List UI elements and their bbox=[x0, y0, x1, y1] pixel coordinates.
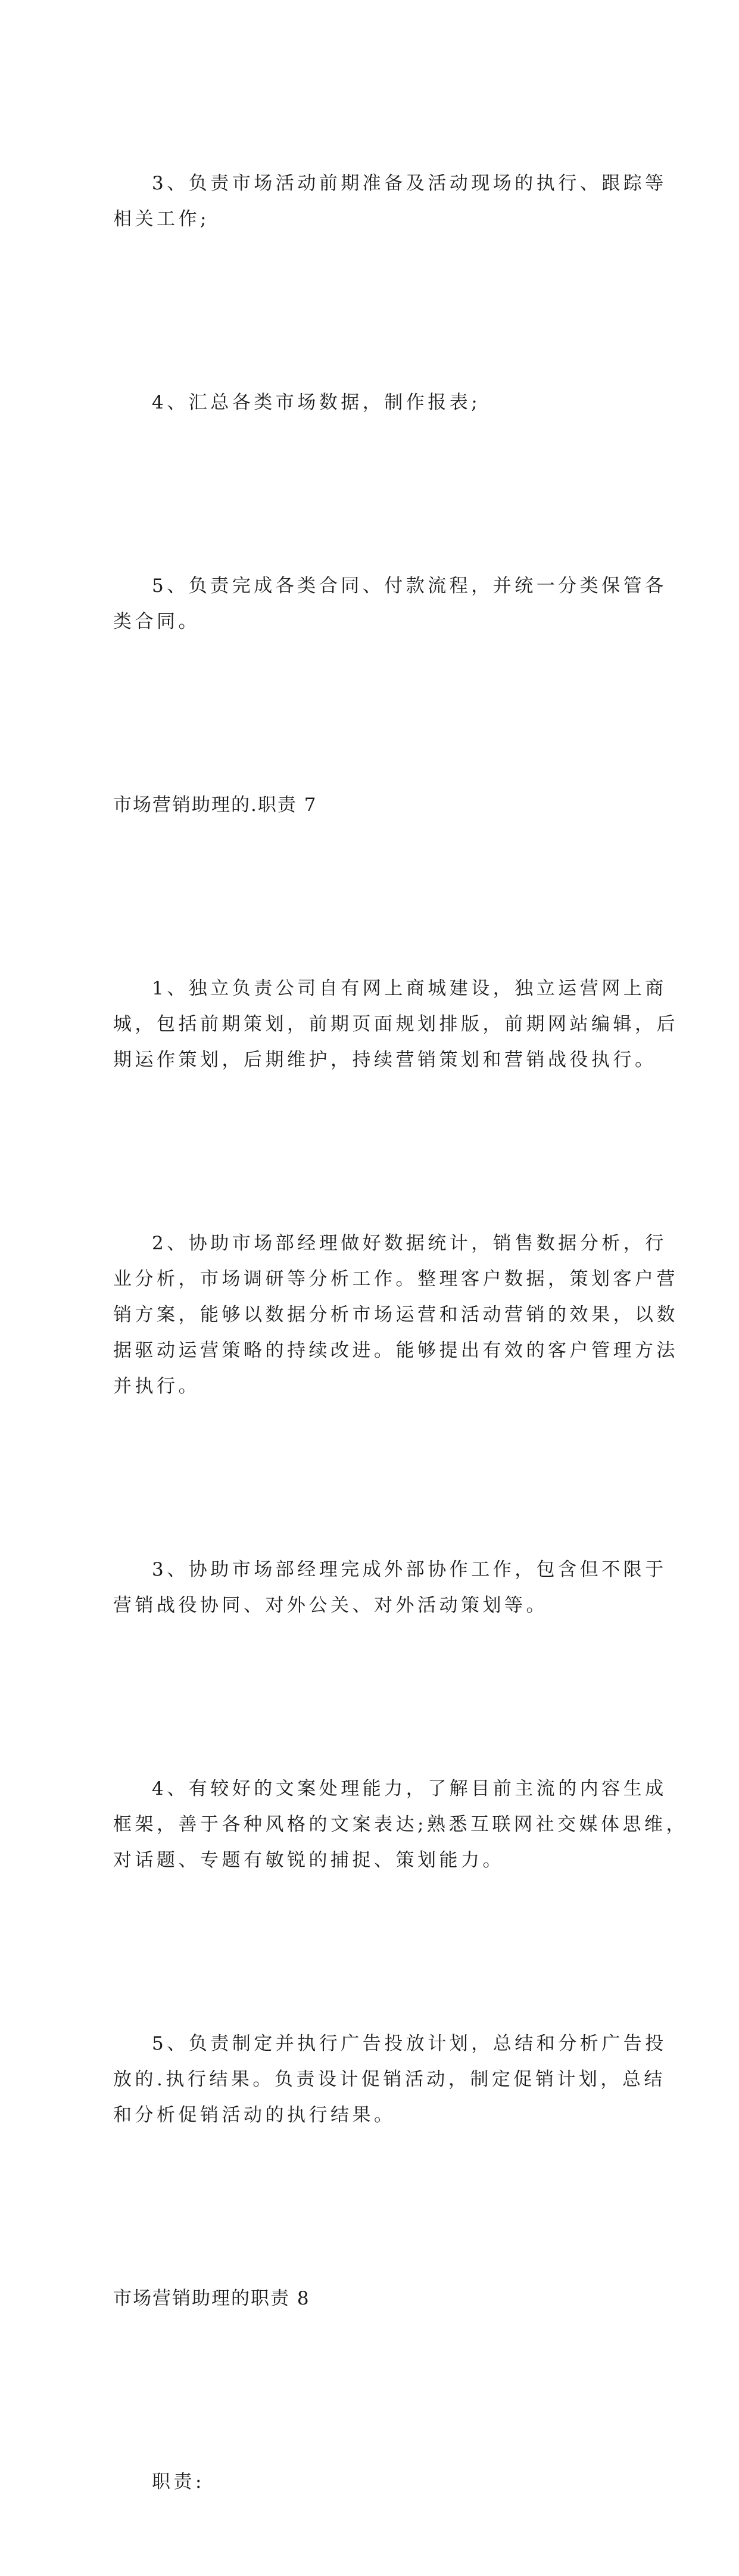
text-line: 职责: bbox=[152, 2471, 205, 2493]
text-line: 3、负责市场活动前期准备及活动现场的执行、跟踪等 bbox=[152, 173, 667, 194]
paragraph-item-3 bbox=[113, 1480, 667, 1695]
text-line: 业分析，市场调研等分析工作。整理客户数据，策划客户营 bbox=[113, 1268, 678, 1290]
text-line: 框架，善于各种风格的文案表达;熟悉互联网社交媒体思维， bbox=[113, 1814, 688, 1835]
paragraph-duties-label bbox=[113, 2393, 625, 2571]
text-line: 放的.执行结果。负责设计促销活动，制定促销计划，总结 bbox=[113, 2069, 666, 2090]
text-line: 据驱动运营策略的持续改进。能够提出有效的客户管理方法 bbox=[113, 1340, 678, 1361]
section-heading-8 bbox=[113, 2209, 625, 2388]
text-line: 和分析促销活动的执行结果。 bbox=[113, 2104, 396, 2126]
text-line: 城，包括前期策划，前期页面规划排版，前期网站编辑，后 bbox=[113, 1013, 678, 1035]
text-line: 期运作策划，后期维护，持续营销策划和营销战役执行。 bbox=[113, 1049, 657, 1071]
text-line: 2、协助市场部经理做好数据统计，销售数据分析，行 bbox=[152, 1233, 667, 1254]
text-line: 营销战役协同、对外公关、对外活动策划等。 bbox=[113, 1595, 548, 1616]
text-line: 5、负责完成各类合同、付款流程，并统一分类保管各 bbox=[152, 575, 667, 597]
paragraph-duty-3 bbox=[113, 94, 667, 308]
paragraph-item-1 bbox=[113, 899, 678, 1149]
text-line: 相关工作; bbox=[113, 208, 210, 230]
text-line: 1、独立负责公司自有网上商城建设，独立运营网上商 bbox=[152, 978, 667, 999]
heading-text: 市场营销助理的职责 8 bbox=[113, 2288, 310, 2309]
text-line: 4、汇总各类市场数据，制作报表; bbox=[152, 392, 481, 413]
text-line: 并执行。 bbox=[113, 1376, 200, 1397]
text-line: 类合同。 bbox=[113, 611, 200, 632]
paragraph-item-4 bbox=[113, 1699, 688, 1950]
section-heading-7 bbox=[113, 716, 625, 894]
paragraph-item-2 bbox=[113, 1154, 678, 1476]
paragraph-duty-4 bbox=[113, 313, 625, 492]
paragraph-duty-5 bbox=[113, 497, 667, 711]
document-body bbox=[113, 94, 688, 2576]
text-line: 5、负责制定并执行广告投放计划，总结和分析广告投 bbox=[152, 2033, 667, 2054]
text-line: 3、协助市场部经理完成外部协作工作，包含但不限于 bbox=[152, 1559, 667, 1580]
text-line: 4、有较好的文案处理能力，了解目前主流的内容生成 bbox=[152, 1778, 667, 1800]
heading-text: 市场营销助理的.职责 7 bbox=[113, 794, 317, 816]
text-line: 销方案，能够以数据分析市场运营和活动营销的效果，以数 bbox=[113, 1304, 678, 1326]
paragraph-item-5 bbox=[113, 1954, 667, 2204]
text-line: 对话题、专题有敏锐的捕捉、策划能力。 bbox=[113, 1850, 504, 1871]
